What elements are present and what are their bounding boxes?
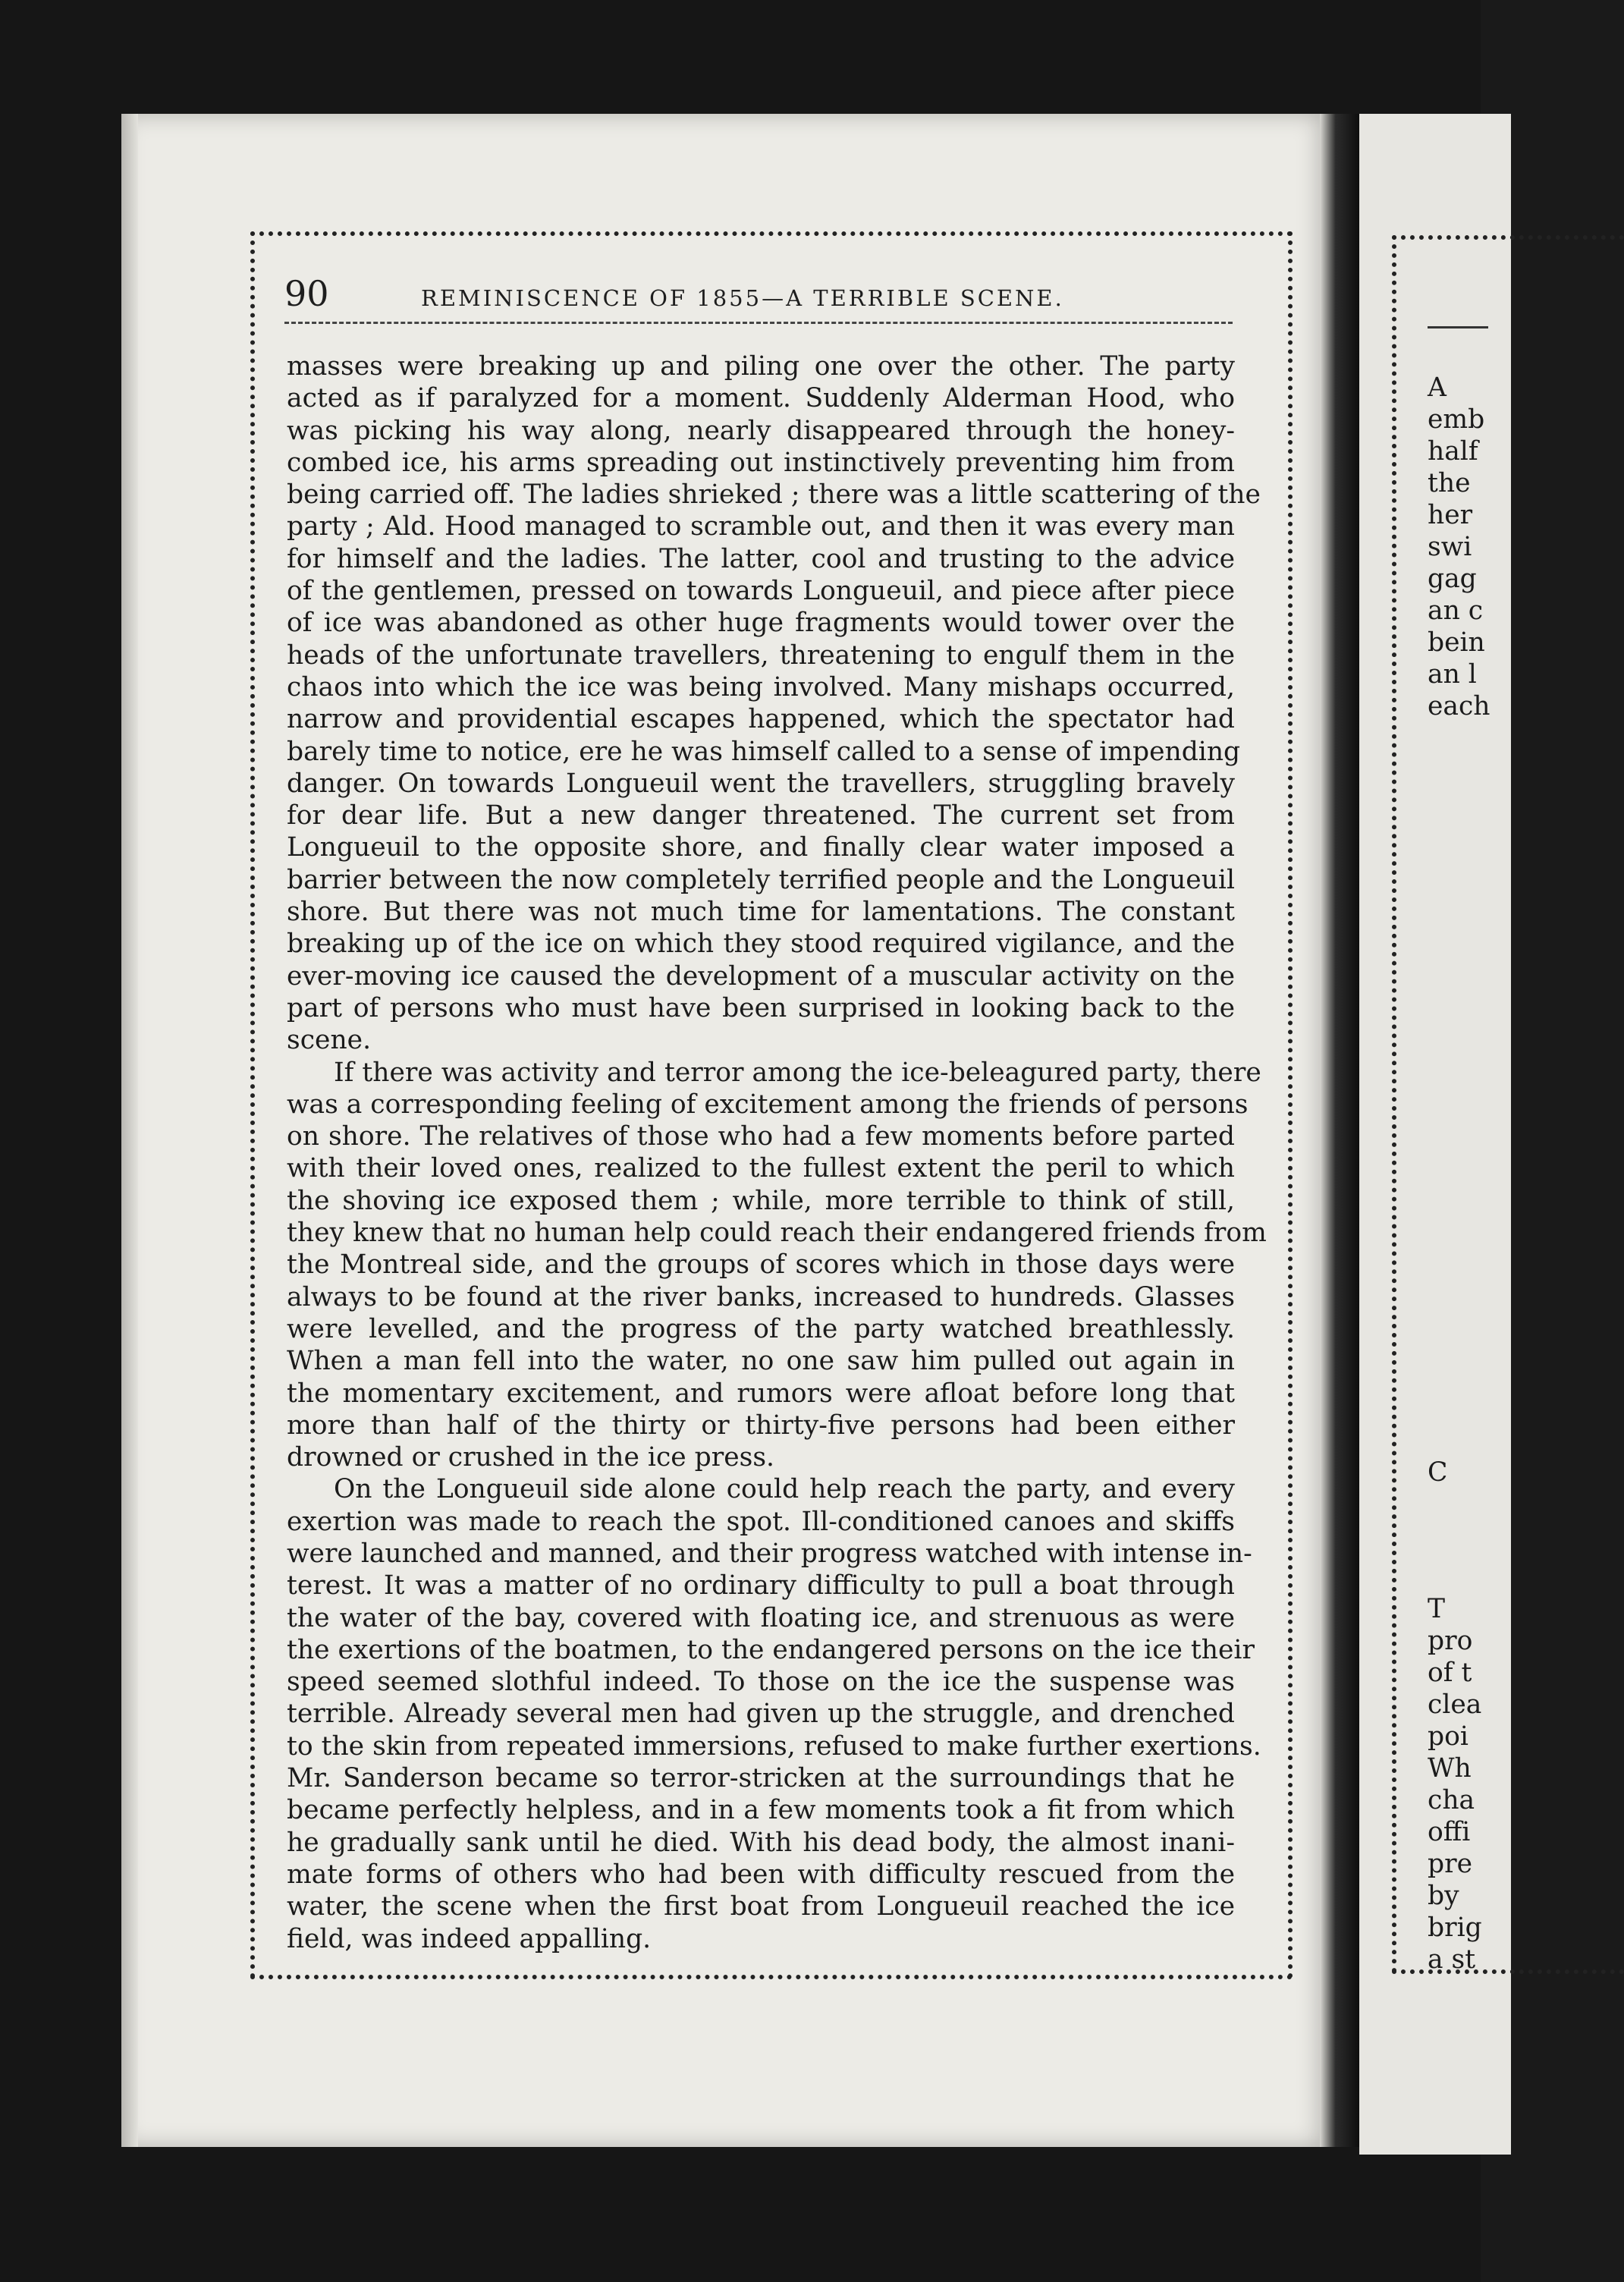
text-line: he gradually sank until he died. With his dead body, the almost inani- [287,1827,1235,1858]
left-page-edge [121,114,138,2147]
text-line: masses were breaking up and piling one over the other. The party [287,351,1235,382]
right-page-fragment: Wh [1428,1753,1472,1784]
right-page-fragment: her [1428,500,1473,530]
text-line: exertion was made to reach the spot. Ill-conditioned canoes and skiffs [287,1506,1235,1537]
right-page-fragment: swi [1428,532,1472,562]
text-line: terest. It was a matter of no ordinary difficulty to pull a boat through [287,1570,1235,1601]
right-page-fragment: an l [1428,659,1477,690]
right-page-fragment: C [1428,1457,1448,1488]
text-line: on shore. The relatives of those who had a few moments before parted [287,1121,1235,1152]
right-page-fragment: a st [1428,1944,1476,1975]
text-line: On the Longueuil side alone could help reach the party, and every [334,1474,1235,1505]
book-gutter [1320,114,1359,2147]
paragraph [287,350,1261,1057]
text-line: Longueuil to the opposite shore, and finally clear water imposed a [287,832,1235,863]
right-page-fragment: of t [1428,1658,1472,1688]
text-line: the exertions of the boatmen, to the endangered persons on the ice their [287,1634,1255,1665]
text-line: When a man fell into the water, no one saw him pulled out again in [287,1346,1235,1377]
paragraph [287,1057,1267,1474]
text-line: being carried off. The ladies shrieked ; there was a little scattering of the [287,479,1261,511]
right-page-fragment: A [1428,372,1447,403]
text-line: heads of the unfortunate travellers, threatening to engulf them in the [287,640,1235,671]
right-page-fragment: the [1428,468,1471,498]
text-line: water, the scene when the first boat from Longueuil reached the ice [287,1891,1235,1922]
text-line: was picking his way along, nearly disappeared through the honey- [287,415,1235,446]
right-page-fragment: gag [1428,564,1477,594]
text-line: narrow and providential escapes happened, which the spectator had [287,704,1235,735]
right-page-fragment: poi [1428,1721,1469,1752]
right-page-fragment: emb [1428,404,1485,435]
right-page-fragment: offi [1428,1817,1471,1847]
text-line: with their loved ones, realized to the fullest extent the peril to which [287,1153,1235,1184]
text-line: they knew that no human help could reach their endangered friends from [287,1218,1267,1249]
text-line: field, was indeed appalling. [287,1923,652,1954]
text-line: for dear life. But a new danger threatened. The current set from [287,800,1235,831]
header-rule [284,322,1233,324]
text-line: the Montreal side, and the groups of scores which in those days were [287,1249,1235,1281]
text-line: the momentary excitement, and rumors were afloat before long that [287,1378,1235,1409]
text-line: were levelled, and the progress of the party watched breathlessly. [287,1313,1235,1344]
running-head: REMINISCENCE OF 1855—A TERRIBLE SCENE. [421,285,1064,311]
paragraph [287,1473,1261,1954]
text-line: scene. [287,1025,372,1056]
right-page-fragment: cha [1428,1785,1475,1815]
text-line: chaos into which the ice was being involved. Many mishaps occurred, [287,671,1235,703]
right-page-fragment: T [1428,1594,1446,1624]
right-page-fragment: each [1428,691,1490,721]
text-line: to the skin from repeated immersions, refused to make further exertions. [287,1730,1261,1762]
right-page-fragment: clea [1428,1689,1482,1720]
text-line: of ice was abandoned as other huge fragments would tower over the [287,608,1235,639]
right-page-fragment: brig [1428,1913,1482,1943]
right-page-fragment: pre [1428,1849,1472,1879]
right-page-fragment: an c [1428,596,1484,626]
text-line: shore. But there was not much time for lamentations. The constant [287,897,1235,928]
text-line: breaking up of the ice on which they stood required vigilance, and the [287,929,1235,960]
right-page-fragment: half [1428,436,1478,467]
text-line: terrible. Already several men had given up the struggle, and drenched [287,1699,1235,1730]
text-line: speed seemed slothful indeed. To those on the ice the suspense was [287,1667,1235,1698]
text-line: the shoving ice exposed them ; while, more terrible to think of still, [287,1185,1235,1216]
text-line: was a corresponding feeling of excitement among the friends of persons [287,1089,1249,1120]
text-line: Mr. Sanderson became so terror-stricken at the surroundings that he [287,1763,1235,1794]
text-line: for himself and the ladies. The latter, cool and trusting to the advice [287,543,1235,574]
text-line: combed ice, his arms spreading out instinctively preventing him from [287,447,1235,478]
body-text [287,350,1267,1955]
text-line: ever-moving ice caused the development of a muscular activity on the [287,960,1235,992]
page-header [284,273,1233,326]
text-line: became perfectly helpless, and in a few moments took a fit from which [287,1795,1235,1826]
text-line: more than half of the thirty or thirty-five persons had been either [287,1410,1235,1441]
text-line: always to be found at the river banks, increased to hundreds. Glasses [287,1281,1235,1312]
text-line: drowned or crushed in the ice press. [287,1442,775,1473]
text-line: party ; Ald. Hood managed to scramble out, and then it was every man [287,511,1235,542]
right-page-border [1392,235,1624,1974]
text-line: mate forms of others who had been with difficulty rescued from the [287,1859,1235,1890]
right-page-fragment: by [1428,1881,1459,1911]
text-line: acted as if paralyzed for a moment. Suddenly Alderman Hood, who [287,383,1235,414]
text-line: the water of the bay, covered with floating ice, and strenuous as were [287,1602,1235,1633]
text-line: were launched and manned, and their progress watched with intense in- [287,1538,1252,1569]
text-line: barrier between the now completely terrified people and the Longueuil [287,864,1235,895]
text-line: of the gentlemen, pressed on towards Longueuil, and piece after piece [287,576,1235,607]
right-page-fragment: pro [1428,1626,1473,1656]
text-line: If there was activity and terror among the ice-beleagured party, there [334,1057,1261,1088]
right-page-rule [1428,326,1488,328]
text-line: part of persons who must have been surprised in looking back to the [287,992,1235,1023]
text-line: danger. On towards Longueuil went the travellers, struggling bravely [287,768,1235,799]
right-page-fragment: bein [1428,627,1485,658]
text-line: barely time to notice, ere he was himself called to a sense of impending [287,736,1241,767]
page-number: 90 [284,273,329,314]
